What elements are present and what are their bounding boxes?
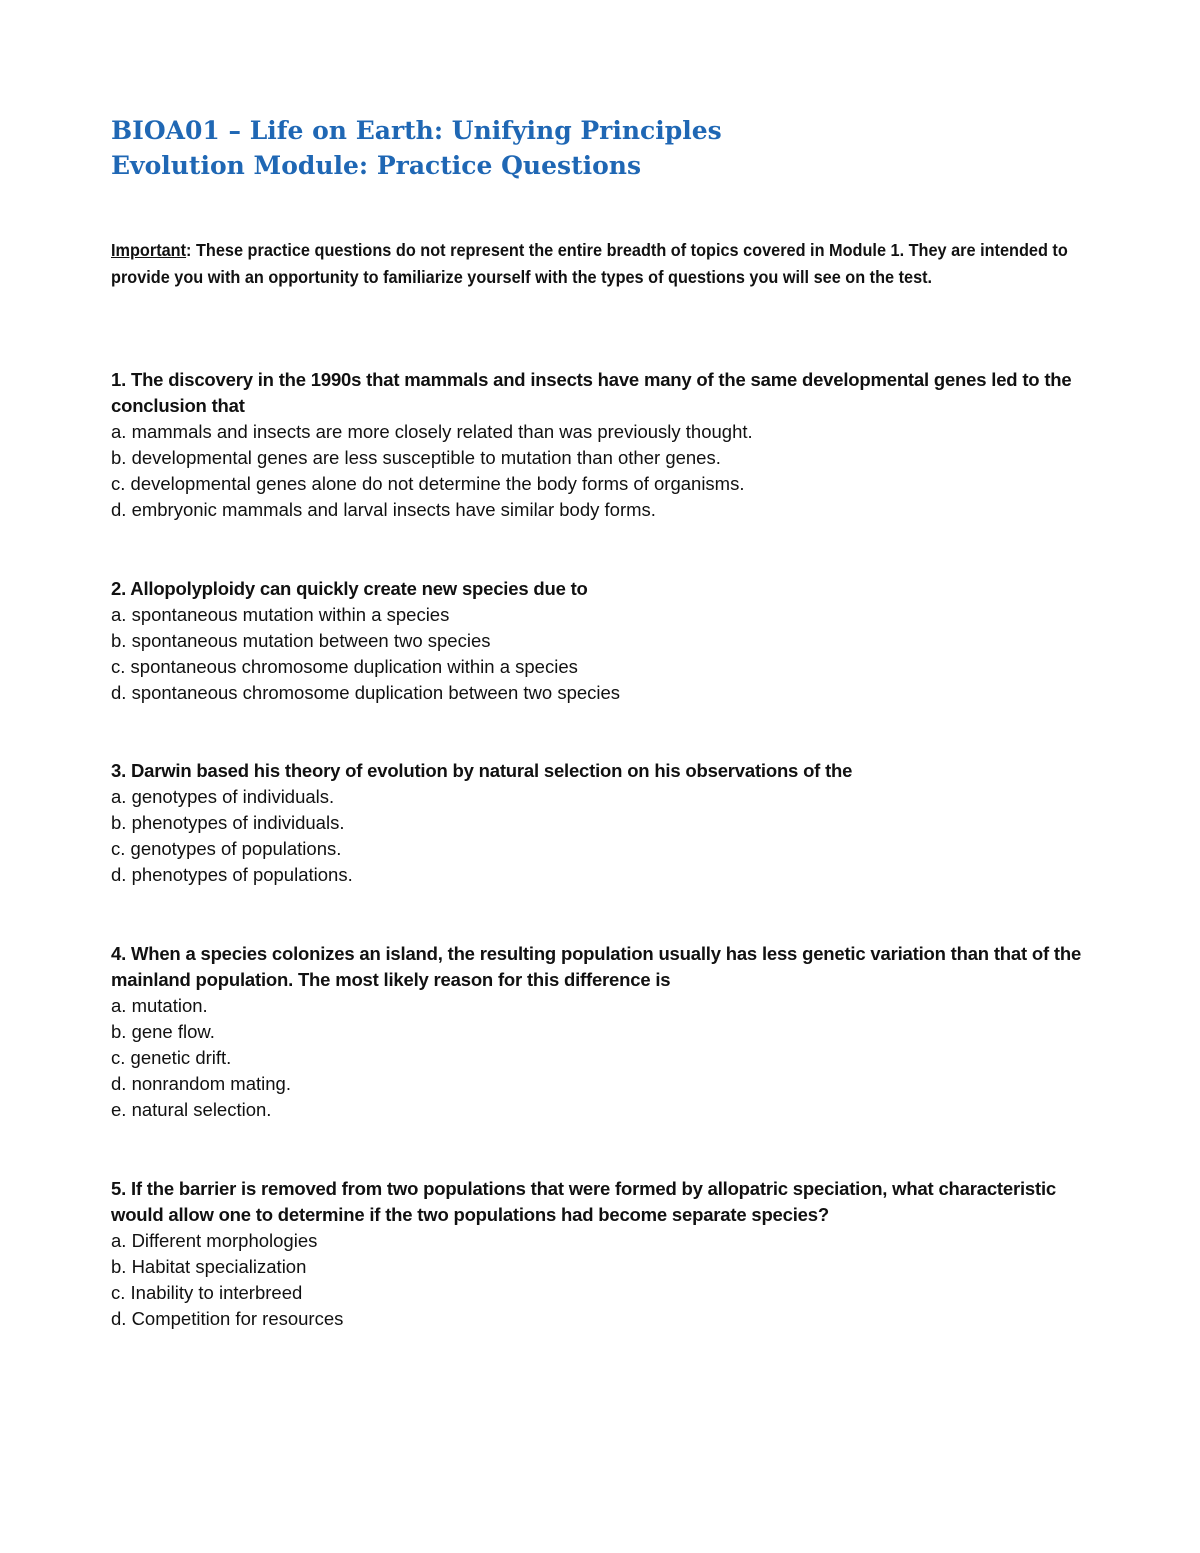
answer-option: d. nonrandom mating. bbox=[111, 1073, 291, 1094]
answer-option: a. spontaneous mutation within a species bbox=[111, 604, 450, 625]
question-5 bbox=[111, 1176, 1101, 1332]
answer-option: b. developmental genes are less susceptible to mutation than other genes. bbox=[111, 447, 721, 468]
answer-option: b. Habitat specialization bbox=[111, 1256, 307, 1277]
answer-option: d. spontaneous chromosome duplication between two species bbox=[111, 682, 621, 703]
answer-option: a. mammals and insects are more closely related than was previously thought. bbox=[111, 421, 753, 442]
answer-option: c. genetic drift. bbox=[111, 1047, 232, 1068]
answer-option: b. spontaneous mutation between two species bbox=[111, 630, 491, 651]
question-2 bbox=[111, 576, 1101, 706]
question-3 bbox=[111, 758, 1101, 888]
answer-option: d. embryonic mammals and larval insects have similar body forms. bbox=[111, 499, 656, 520]
question-stem: 4. When a species colonizes an island, the resulting population usually has less genetic variation than that of the mainland population. The most likely reason for this difference is bbox=[111, 943, 1082, 990]
answer-option: b. gene flow. bbox=[111, 1021, 215, 1042]
question-stem: 1. The discovery in the 1990s that mammals and insects have many of the same developmental genes led to the conclusion that bbox=[111, 369, 1072, 416]
answer-option: b. phenotypes of individuals. bbox=[111, 812, 345, 833]
answer-option: c. developmental genes alone do not determine the body forms of organisms. bbox=[111, 473, 745, 494]
question-1 bbox=[111, 367, 1101, 523]
notice-lead: Important bbox=[111, 240, 187, 260]
answer-option: a. Different morphologies bbox=[111, 1230, 318, 1251]
course-title: BIOA01 – Life on Earth: Unifying Principles bbox=[111, 116, 722, 145]
answer-option: c. spontaneous chromosome duplication within a species bbox=[111, 656, 578, 677]
answer-option: a. mutation. bbox=[111, 995, 208, 1016]
question-stem: 3. Darwin based his theory of evolution by natural selection on his observations of the bbox=[111, 760, 853, 781]
answer-option: e. natural selection. bbox=[111, 1099, 272, 1120]
important-notice bbox=[111, 237, 1097, 290]
answer-option: d. Competition for resources bbox=[111, 1308, 344, 1329]
question-stem: 2. Allopolyploidy can quickly create new species due to bbox=[111, 578, 588, 599]
answer-option: c. genotypes of populations. bbox=[111, 838, 342, 859]
module-title: Evolution Module: Practice Questions bbox=[111, 151, 642, 180]
document-title bbox=[111, 113, 722, 183]
answer-option: a. genotypes of individuals. bbox=[111, 786, 335, 807]
question-4 bbox=[111, 941, 1101, 1123]
answer-option: c. Inability to interbreed bbox=[111, 1282, 303, 1303]
answer-option: d. phenotypes of populations. bbox=[111, 864, 353, 885]
question-stem: 5. If the barrier is removed from two populations that were formed by allopatric speciation, what characteristic would allow one to determine if the two populations had become separate species? bbox=[111, 1178, 1056, 1225]
notice-text: : These practice questions do not represent the entire breadth of topics covered in Module 1. They are intended to provide you with an opportunity to familiarize yourself with the types of questions you will see on the test. bbox=[111, 240, 1068, 287]
